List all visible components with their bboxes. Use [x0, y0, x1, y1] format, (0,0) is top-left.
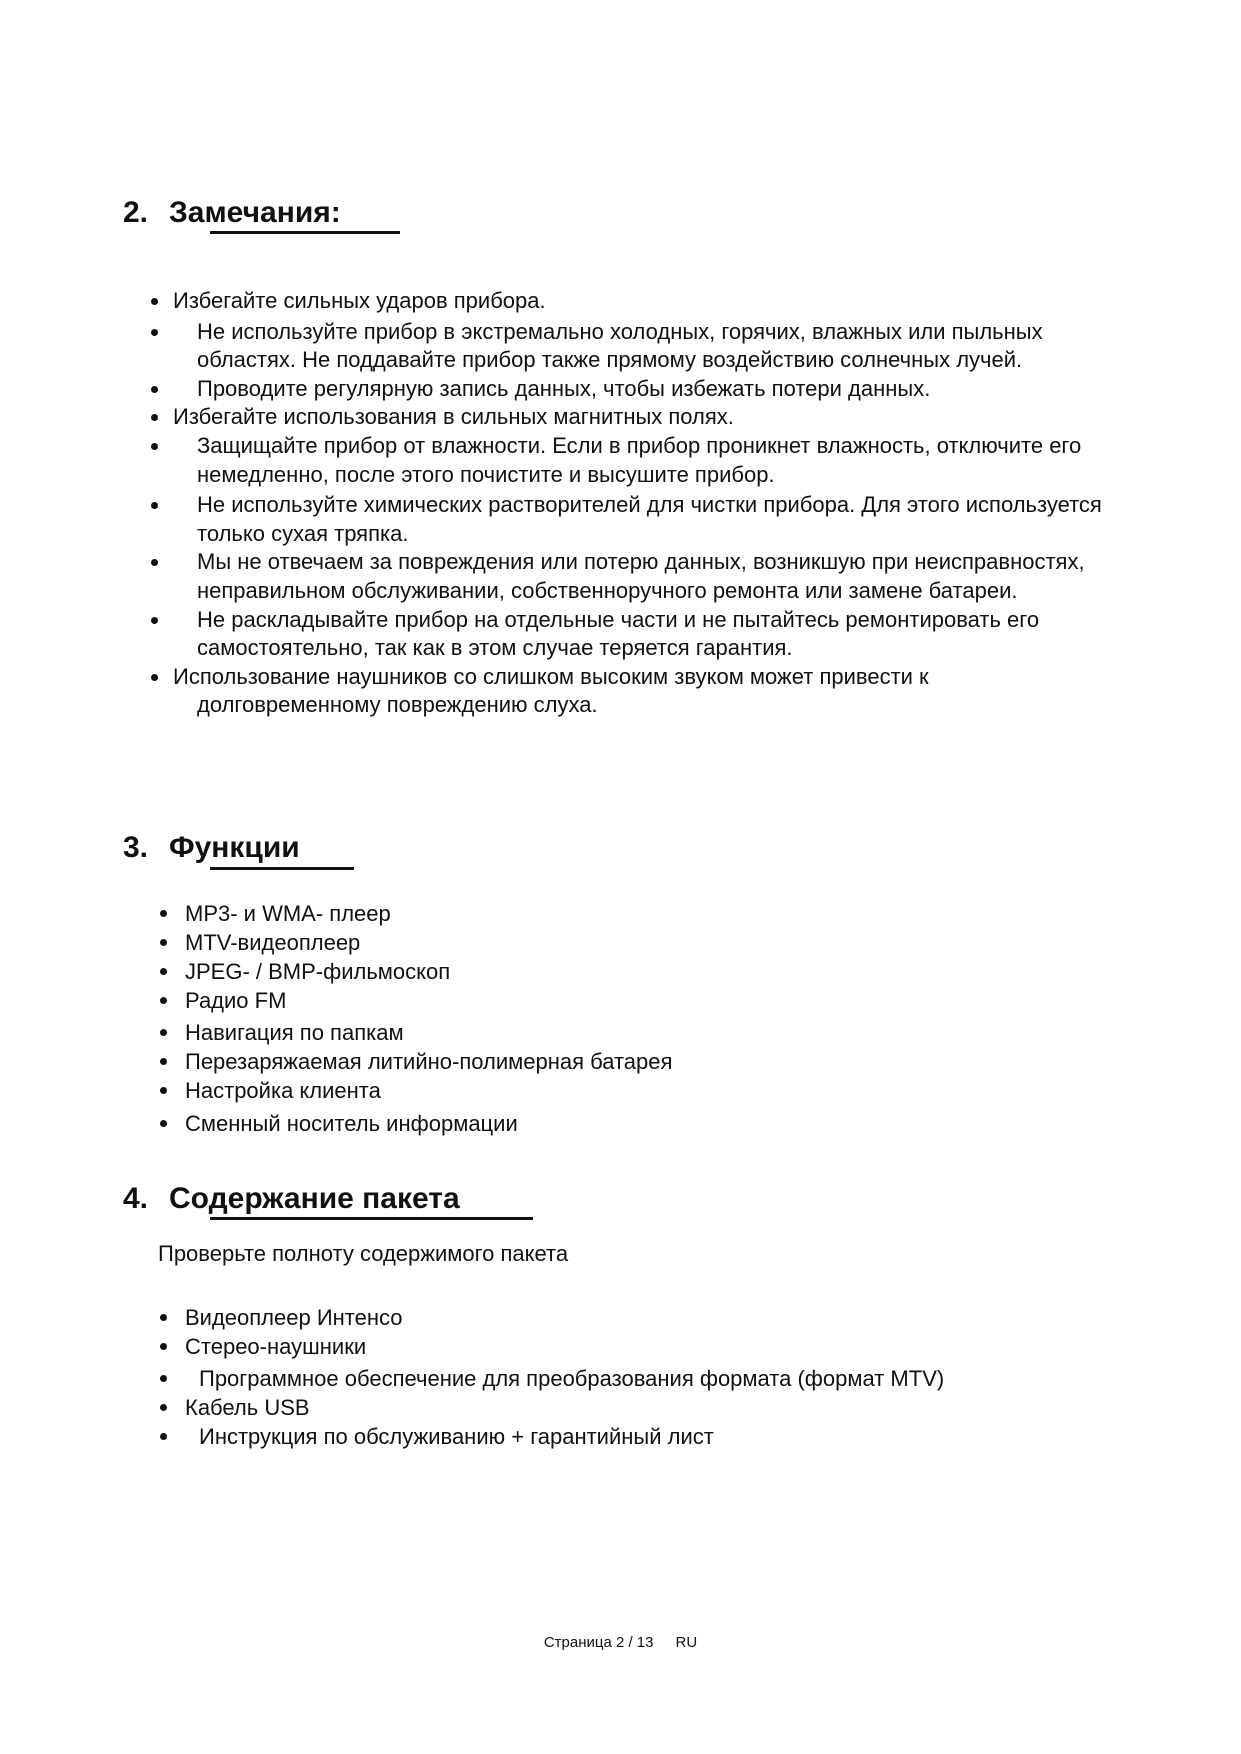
list-item: Радио FM	[158, 986, 1058, 1015]
notes-list	[148, 287, 1128, 720]
bullet-icon	[160, 1120, 167, 1127]
list-item: Стерео-наушники	[158, 1332, 1108, 1361]
bullet-icon	[160, 1087, 167, 1094]
list-item: Мы не отвечаем за повреждения или потерю данных, возникшую при неисправностях, неправильном обслуживании, собственноручного ремонта или замене батареи.	[148, 548, 1128, 605]
list-item: Избегайте использования в сильных магнитных полях.	[148, 403, 1128, 432]
bullet-icon	[160, 968, 167, 975]
bullet-icon	[160, 939, 167, 946]
heading-underline	[210, 1217, 533, 1220]
list-item: Использование наушников со слишком высоким звуком может привести к долговременному повреждению слуха.	[148, 663, 1128, 720]
list-item: Защищайте прибор от влажности. Если в прибор проникнет влажность, отключите его немедленно, после этого почистите и высушите прибор.	[148, 432, 1128, 489]
heading-underline	[210, 867, 354, 870]
section-heading-package	[123, 1182, 460, 1216]
section-heading-functions	[123, 831, 300, 865]
bullet-icon	[151, 298, 158, 305]
bullet-icon	[151, 617, 158, 624]
section-title: Содержание пакета	[169, 1182, 460, 1215]
bullet-icon	[160, 1029, 167, 1036]
bullet-icon	[160, 1404, 167, 1411]
list-item: Кабель USB	[158, 1393, 1108, 1422]
list-item: Не используйте химических растворителей для чистки прибора. Для этого используется только сухая тряпка.	[148, 491, 1128, 548]
list-item: Инструкция по обслуживанию + гарантийный лист	[158, 1422, 1108, 1451]
list-item: MTV-видеоплеер	[158, 928, 1058, 957]
heading-underline	[210, 231, 400, 234]
bullet-icon	[160, 1343, 167, 1350]
list-item: Перезаряжаемая литийно-полимерная батарея	[158, 1047, 1058, 1076]
list-item: Избегайте сильных ударов прибора.	[148, 287, 1128, 316]
package-list	[158, 1303, 1108, 1451]
list-item: Программное обеспечение для преобразования формата (формат MTV)	[158, 1364, 1108, 1393]
bullet-icon	[151, 674, 158, 681]
section-title: Функции	[169, 831, 300, 864]
bullet-icon	[151, 386, 158, 393]
bullet-icon	[160, 1375, 167, 1382]
list-item: MP3- и WMA- плеер	[158, 899, 1058, 928]
list-item: Навигация по папкам	[158, 1018, 1058, 1047]
bullet-icon	[151, 443, 158, 450]
list-item: Сменный носитель информации	[158, 1109, 1058, 1138]
list-item: Видеоплеер Интенсо	[158, 1303, 1108, 1332]
bullet-icon	[151, 414, 158, 421]
section-number: 3.	[123, 831, 149, 864]
list-item: Настройка клиента	[158, 1076, 1058, 1105]
bullet-icon	[160, 997, 167, 1004]
list-item: Не используйте прибор в экстремально холодных, горячих, влажных или пыльных областях. Не поддавайте прибор также прямому воздействию солнечных лучей.	[148, 318, 1128, 375]
list-item: JPEG- / BMP-фильмоскоп	[158, 957, 1058, 986]
bullet-icon	[160, 1314, 167, 1321]
section-heading-notes	[123, 196, 341, 230]
functions-list	[158, 899, 1058, 1138]
page-number: Страница 2 / 13	[543, 1634, 654, 1651]
page-footer	[0, 1634, 1241, 1651]
bullet-icon	[151, 502, 158, 509]
bullet-icon	[151, 329, 158, 336]
bullet-icon	[151, 559, 158, 566]
list-item: Не раскладывайте прибор на отдельные части и не пытайтесь ремонтировать его самостоятельно, так как в этом случае теряется гарантия.	[148, 606, 1128, 663]
bullet-icon	[160, 910, 167, 917]
bullet-icon	[160, 1058, 167, 1065]
section-title: Замечания:	[169, 196, 341, 229]
language-code: RU	[675, 1634, 698, 1651]
bullet-icon	[160, 1433, 167, 1440]
section-number: 4.	[123, 1182, 149, 1215]
section-number: 2.	[123, 196, 149, 229]
package-intro: Проверьте полноту содержимого пакета	[158, 1241, 569, 1266]
list-item: Проводите регулярную запись данных, чтобы избежать потери данных.	[148, 375, 1128, 404]
